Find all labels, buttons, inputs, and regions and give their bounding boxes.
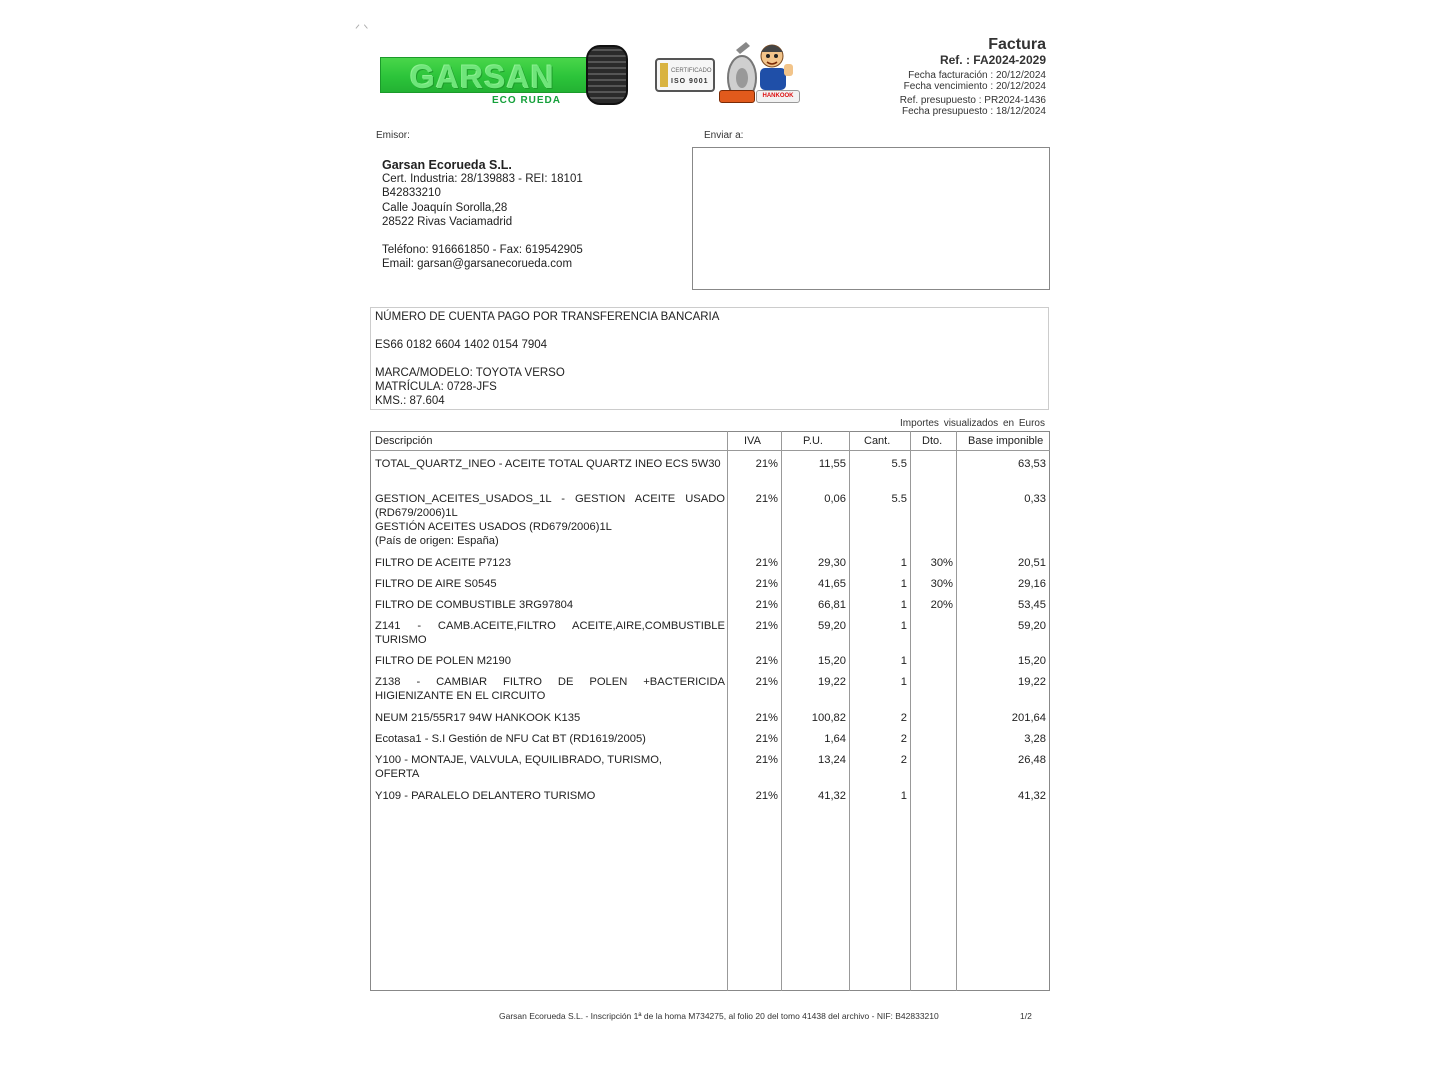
row-description: NEUM 215/55R17 94W HANKOOK K135	[375, 712, 581, 724]
col-header-iva: IVA	[744, 435, 761, 447]
row-iva: 21%	[755, 655, 778, 667]
col-divider-base	[956, 431, 957, 991]
row-description: Z138 - CAMBIAR FILTRO DE POLEN +BACTERICIDA HIGIENIZANTE EN EL CIRCUITO	[375, 676, 725, 702]
col-header-qty: Cant.	[864, 435, 891, 447]
row-quantity: 5.5	[891, 458, 907, 470]
row-iva: 21%	[755, 620, 778, 632]
row-taxable-base: 3,28	[1024, 733, 1046, 745]
emitter-street: Calle Joaquín Sorolla,28	[382, 201, 508, 214]
emitter-nif: B42833210	[382, 187, 441, 200]
row-taxable-base: 29,16	[1018, 578, 1046, 590]
row-description: Y109 - PARALELO DELANTERO TURISMO	[375, 790, 596, 802]
row-unit-price: 41,32	[818, 790, 846, 802]
emitter-name: Garsan Ecorueda S.L.	[382, 158, 512, 172]
row-taxable-base: 63,53	[1018, 458, 1046, 470]
row-unit-price: 1,64	[824, 733, 846, 745]
row-unit-price: 13,24	[818, 754, 846, 766]
row-iva: 21%	[755, 754, 778, 766]
row-unit-price: 29,30	[818, 557, 846, 569]
row-description: TOTAL_QUARTZ_INEO - ACEITE TOTAL QUARTZ INEO ECS 5W30	[375, 458, 721, 470]
ship-to-label: Enviar a:	[704, 130, 744, 141]
pen-scribble: ᐟ ᐠ	[355, 22, 369, 36]
row-quantity: 1	[900, 599, 907, 611]
row-quantity: 1	[900, 620, 907, 632]
iso-stripe	[660, 63, 668, 87]
row-description-line2: GESTIÓN ACEITES USADOS (RD679/2006)1L	[375, 521, 612, 533]
emitter-label: Emisor:	[376, 130, 410, 141]
row-description: FILTRO DE POLEN M2190	[375, 655, 511, 667]
row-description: FILTRO DE AIRE S0545	[375, 578, 497, 590]
row-taxable-base: 0,33	[1024, 493, 1046, 505]
row-discount: 30%	[930, 557, 953, 569]
emitter-spacer	[382, 229, 583, 243]
row-description: FILTRO DE ACEITE P7123	[375, 557, 511, 569]
row-quantity: 2	[900, 754, 907, 766]
row-description	[375, 492, 725, 548]
row-quantity: 1	[900, 578, 907, 590]
row-taxable-base: 59,20	[1018, 620, 1046, 632]
row-description-line3: (País de origen: España)	[375, 535, 499, 547]
emitter-block	[382, 158, 583, 271]
row-unit-price: 100,82	[811, 712, 846, 724]
ship-to-box	[692, 147, 1050, 290]
col-header-base: Base imponible	[968, 435, 1044, 447]
quote-ref: Ref. presupuesto : PR2024-1436	[899, 95, 1046, 106]
row-taxable-base: 15,20	[1018, 655, 1046, 667]
logo-subtitle: ECO RUEDA	[492, 95, 562, 106]
invoice-ref: Ref. : FA2024-2029	[939, 53, 1046, 67]
page-number: 1/2	[1020, 1011, 1032, 1021]
vehicle-plate: MATRÍCULA: 0728-JFS	[375, 381, 497, 393]
currency-note: Importes visualizados en Euros	[900, 418, 1045, 429]
col-header-dto: Dto.	[922, 435, 943, 447]
row-taxable-base: 26,48	[1018, 754, 1046, 766]
emitter-phone: Teléfono: 916661850 - Fax: 619542905	[382, 244, 583, 257]
row-discount: 20%	[930, 599, 953, 611]
logo-brand: GARSAN	[410, 59, 555, 95]
row-quantity: 1	[900, 557, 907, 569]
row-description: FILTRO DE COMBUSTIBLE 3RG97804	[375, 599, 574, 611]
bank-iban: ES66 0182 6604 1402 0154 7904	[375, 339, 548, 351]
row-description-line1: GESTION_ACEITES_USADOS_1L - GESTION ACEITE USADO (RD679/2006)1L	[375, 493, 725, 519]
row-taxable-base: 53,45	[1018, 599, 1046, 611]
row-quantity: 5.5	[891, 493, 907, 505]
row-iva: 21%	[755, 578, 778, 590]
row-iva: 21%	[755, 599, 778, 611]
row-taxable-base: 201,64	[1011, 712, 1046, 724]
row-description: Ecotasa1 - S.I Gestión de NFU Cat BT (RD1619/2005)	[375, 733, 646, 745]
partner-badge-orange	[719, 90, 755, 103]
row-taxable-base: 20,51	[1018, 557, 1046, 569]
bank-heading: NÚMERO DE CUENTA PAGO POR TRANSFERENCIA BANCARIA	[375, 311, 720, 323]
emitter-city: 28522 Rivas Vaciamadrid	[382, 215, 513, 228]
iso-line1: CERTIFICADO	[671, 68, 712, 74]
row-quantity: 2	[900, 733, 907, 745]
row-iva: 21%	[755, 557, 778, 569]
invoice-title: Factura	[988, 36, 1046, 53]
row-quantity: 1	[900, 790, 907, 802]
row-unit-price: 41,65	[818, 578, 846, 590]
iso-line2: ISO 9001	[671, 78, 709, 85]
footer-legal: Garsan Ecorueda S.L. - Inscripción 1ª de la homa M734275, al folio 20 del tomo 41438 del archivo - NIF: B42833210	[499, 1011, 939, 1021]
row-quantity: 1	[900, 655, 907, 667]
invoice-due-date: Fecha vencimiento : 20/12/2024	[903, 81, 1046, 92]
row-taxable-base: 19,22	[1018, 676, 1046, 688]
row-iva: 21%	[755, 733, 778, 745]
vehicle-model: MARCA/MODELO: TOYOTA VERSO	[375, 367, 565, 379]
row-unit-price: 15,20	[818, 655, 846, 667]
row-taxable-base: 41,32	[1018, 790, 1046, 802]
row-quantity: 2	[900, 712, 907, 724]
row-unit-price: 0,06	[824, 493, 846, 505]
row-iva: 21%	[755, 790, 778, 802]
row-unit-price: 19,22	[818, 676, 846, 688]
col-divider-dto	[910, 431, 911, 991]
row-iva: 21%	[755, 676, 778, 688]
row-quantity: 1	[900, 676, 907, 688]
col-header-desc: Descripción	[375, 435, 433, 447]
row-iva: 21%	[755, 458, 778, 470]
row-iva: 21%	[755, 493, 778, 505]
row-description: Y100 - MONTAJE, VALVULA, EQUILIBRADO, TURISMO, OFERTA	[375, 754, 663, 780]
row-description: Z141 - CAMB.ACEITE,FILTRO ACEITE,AIRE,COMBUSTIBLE TURISMO	[375, 620, 725, 646]
row-unit-price: 66,81	[818, 599, 846, 611]
iso-badge	[655, 58, 715, 92]
quote-date: Fecha presupuesto : 18/12/2024	[902, 106, 1046, 117]
hankook-badge: HANKOOK	[756, 90, 800, 103]
emitter-email: Email: garsan@garsanecorueda.com	[382, 258, 573, 271]
row-unit-price: 11,55	[818, 458, 846, 470]
emitter-cert: Cert. Industria: 28/139883 - REI: 18101	[382, 173, 583, 186]
col-header-pu: P.U.	[803, 435, 823, 447]
row-iva: 21%	[755, 712, 778, 724]
row-discount: 30%	[930, 578, 953, 590]
vehicle-kms: KMS.: 87.604	[375, 395, 445, 407]
table-header-divider	[370, 450, 1050, 451]
invoice-date: Fecha facturación : 20/12/2024	[908, 70, 1046, 81]
tire-icon	[586, 45, 628, 105]
row-unit-price: 59,20	[818, 620, 846, 632]
